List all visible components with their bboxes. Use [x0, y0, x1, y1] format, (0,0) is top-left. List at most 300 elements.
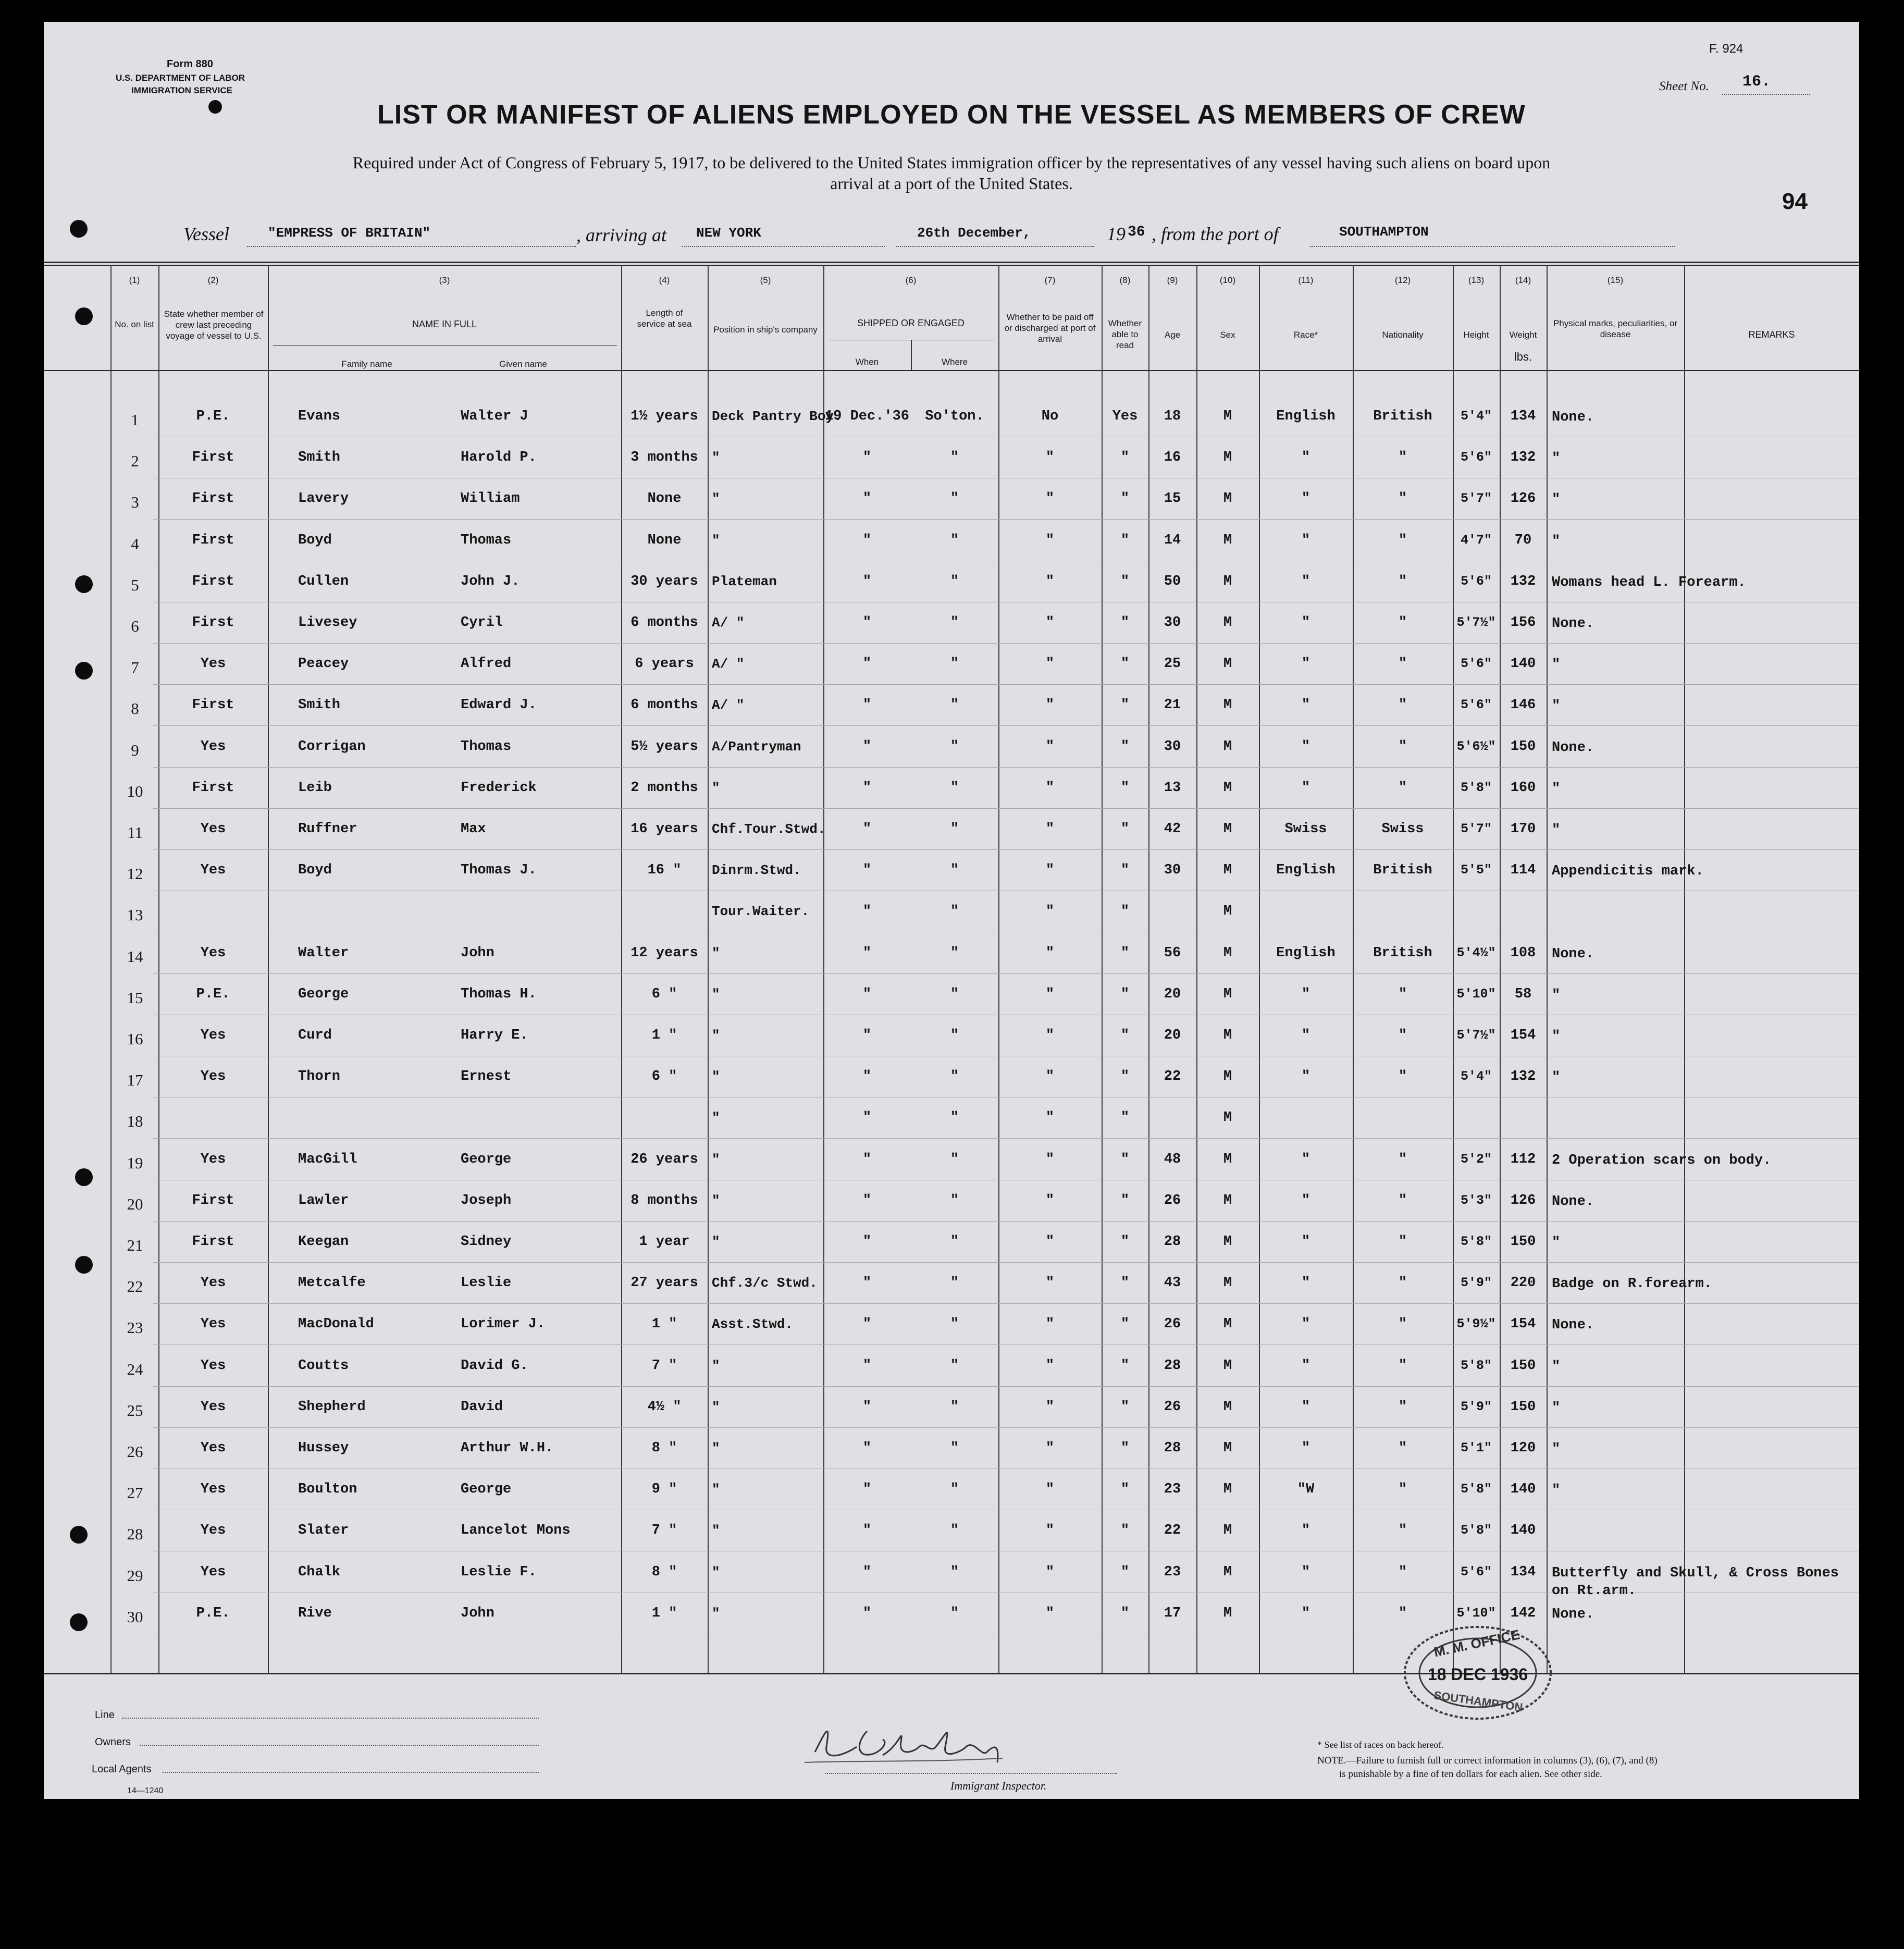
when-subheader: When [855, 357, 879, 367]
age: 30 [1164, 862, 1181, 878]
ship-position: " [712, 1523, 720, 1538]
nationality: " [1398, 986, 1407, 1002]
given-name: Ernest [461, 1069, 512, 1084]
ship-position: " [712, 1028, 720, 1043]
service-length: 8 " [651, 1564, 677, 1580]
table-row-1 [44, 399, 1859, 437]
row-number: 20 [127, 1195, 143, 1213]
shipped-when: " [862, 697, 872, 713]
nationality: " [1398, 1316, 1407, 1332]
shipped-where: " [950, 1275, 959, 1291]
race: " [1301, 615, 1310, 631]
weight: 156 [1510, 615, 1536, 631]
paid-off: " [1045, 1482, 1055, 1497]
race: English [1276, 945, 1336, 961]
sex: M [1223, 862, 1232, 878]
col-8-number: (8) [1119, 275, 1131, 285]
given-name: Leslie [461, 1275, 512, 1291]
nationality: " [1398, 697, 1407, 713]
age: 48 [1164, 1152, 1181, 1167]
previous-voyage: Yes [200, 862, 226, 878]
sex: M [1223, 1358, 1232, 1374]
vessel-label: Vessel [183, 224, 229, 244]
previous-voyage: Yes [200, 1358, 226, 1374]
age: 26 [1164, 1193, 1181, 1208]
shipped-when: " [862, 1069, 872, 1084]
age: 20 [1164, 1028, 1181, 1043]
shipped-where: " [950, 697, 959, 713]
race: " [1301, 1358, 1310, 1374]
weight: 108 [1510, 945, 1536, 961]
family-name: George [298, 986, 349, 1002]
nationality: " [1398, 1606, 1407, 1621]
race: " [1301, 986, 1310, 1002]
nationality: " [1398, 1152, 1407, 1167]
col-13-number: (13) [1468, 275, 1485, 285]
physical-marks: None. [1552, 1317, 1594, 1333]
paid-off: " [1045, 615, 1055, 631]
ship-position: A/ " [712, 656, 745, 672]
age: 22 [1164, 1523, 1181, 1538]
nationality: " [1398, 450, 1407, 465]
table-row-4 [44, 523, 1859, 561]
sex: M [1223, 574, 1232, 589]
nationality: " [1398, 1440, 1407, 1456]
col-9-header: Age [1164, 330, 1181, 340]
family-name-subheader: Family name [341, 359, 392, 369]
nationality: " [1398, 1523, 1407, 1538]
row-number: 17 [127, 1071, 143, 1089]
row-number: 24 [127, 1360, 143, 1378]
row-number: 6 [131, 617, 139, 635]
sex: M [1223, 1316, 1232, 1332]
family-name: Livesey [298, 615, 357, 631]
shipped-when: " [862, 1193, 872, 1208]
given-name-subheader: Given name [499, 359, 547, 369]
col-3-number: (3) [439, 275, 450, 285]
age: 26 [1164, 1399, 1181, 1415]
service-length: 6 years [635, 656, 694, 672]
height: 5'10" [1456, 986, 1496, 1002]
able-to-read: " [1120, 1482, 1130, 1497]
race: Swiss [1284, 821, 1327, 837]
table-row-17 [44, 1059, 1859, 1097]
service-length: 16 " [647, 862, 682, 878]
given-name: John [461, 945, 494, 961]
sex: M [1223, 491, 1232, 507]
height: 5'3" [1460, 1193, 1492, 1208]
able-to-read: " [1120, 1152, 1130, 1167]
service-length: 7 " [651, 1358, 677, 1374]
family-name: Cullen [298, 574, 349, 589]
weight: 150 [1510, 739, 1536, 755]
sex: M [1223, 1275, 1232, 1291]
row-number: 15 [127, 989, 143, 1007]
age: 18 [1164, 409, 1181, 424]
weight: 132 [1510, 450, 1536, 465]
service-length: 16 years [630, 821, 698, 837]
previous-voyage: Yes [200, 1316, 226, 1332]
col-10-header: Sex [1220, 330, 1235, 340]
able-to-read: Yes [1112, 409, 1138, 424]
age: 17 [1164, 1606, 1181, 1621]
race: " [1301, 1523, 1310, 1538]
shipped-when: " [862, 1482, 872, 1497]
ship-position: Chf.3/c Stwd. [712, 1275, 818, 1291]
sex: M [1223, 1523, 1232, 1538]
shipped-when: " [862, 986, 872, 1002]
shipped-where: " [950, 533, 959, 548]
table-row-11 [44, 812, 1859, 849]
height: 5'6" [1460, 450, 1492, 465]
sheet-number: 16. [1742, 73, 1771, 91]
height: 5'5" [1460, 862, 1492, 878]
given-name: Alfred [461, 656, 512, 672]
ship-position: " [712, 1564, 720, 1580]
table-row-5 [44, 564, 1859, 602]
row-number: 1 [131, 411, 139, 429]
age: 28 [1164, 1440, 1181, 1456]
able-to-read: " [1120, 1316, 1130, 1332]
nationality: " [1398, 1564, 1407, 1580]
col-2-number: (2) [207, 275, 219, 285]
race: " [1301, 1606, 1310, 1621]
able-to-read: " [1120, 574, 1130, 589]
previous-voyage: First [192, 1234, 234, 1250]
ship-position: " [712, 780, 720, 796]
previous-voyage: Yes [200, 1523, 226, 1538]
shipped-when: 19 Dec.'36 [824, 409, 910, 424]
service-length: 6 months [630, 615, 698, 631]
shipped-where: So'ton. [925, 409, 984, 424]
weight: 140 [1510, 656, 1536, 672]
ship-position: " [712, 491, 720, 507]
sex: M [1223, 1152, 1232, 1167]
physical-marks: " [1552, 698, 1561, 714]
shipped-when: " [862, 1028, 872, 1043]
physical-marks: 2 Operation scars on body. [1552, 1153, 1772, 1168]
age: 28 [1164, 1358, 1181, 1374]
sex: M [1223, 409, 1232, 424]
height: 5'6" [1460, 574, 1492, 589]
race: " [1301, 697, 1310, 713]
service-length: None [647, 491, 682, 507]
stamp-top-text: M. M. OFFICE [1432, 1626, 1522, 1660]
race: " [1301, 1028, 1310, 1043]
height: 5'6" [1460, 656, 1492, 671]
service-length: 1 " [651, 1316, 677, 1332]
table-row-20 [44, 1183, 1859, 1221]
sex: M [1223, 986, 1232, 1002]
able-to-read: " [1120, 1110, 1130, 1126]
given-name: Leslie F. [461, 1564, 537, 1580]
nationality: " [1398, 491, 1407, 507]
sex: M [1223, 697, 1232, 713]
col-1-header: No. on list [115, 319, 154, 329]
previous-voyage: P.E. [196, 986, 230, 1002]
row-number: 21 [127, 1236, 143, 1254]
col-11-number: (11) [1298, 275, 1314, 285]
shipped-where: " [950, 1028, 959, 1043]
ship-position: " [712, 986, 720, 1002]
physical-marks: None. [1552, 410, 1594, 425]
previous-voyage: Yes [200, 1275, 226, 1291]
shipped-when: " [862, 615, 872, 631]
given-name: Thomas J. [461, 862, 537, 878]
weight: 142 [1510, 1606, 1536, 1621]
col-6-header: SHIPPED OR ENGAGED [857, 318, 965, 328]
races-note: * See list of races on back hereof. [1317, 1740, 1444, 1750]
col-10-number: (10) [1219, 275, 1236, 285]
col-8-header: Whether able to read [1108, 318, 1142, 350]
height: 5'6½" [1456, 739, 1496, 754]
physical-marks: " [1552, 451, 1561, 466]
table-row-19 [44, 1142, 1859, 1180]
nationality: " [1398, 574, 1407, 589]
weight-unit-subheader: lbs. [1514, 350, 1532, 363]
service-length: 6 " [651, 1069, 677, 1084]
race: " [1301, 1440, 1310, 1456]
weight: 114 [1510, 862, 1536, 878]
shipped-when: " [862, 1110, 872, 1126]
paid-off: " [1045, 533, 1055, 548]
given-name: John J. [461, 574, 520, 589]
service-length: 30 years [630, 574, 698, 589]
paid-off: " [1045, 1275, 1055, 1291]
age: 42 [1164, 821, 1181, 837]
shipped-where: " [950, 780, 959, 796]
shipped-when: " [862, 780, 872, 796]
height: 5'4" [1460, 1069, 1492, 1084]
col-4-header: Length of service at sea [637, 308, 692, 329]
shipped-when: " [862, 1316, 872, 1332]
department-line: U.S. DEPARTMENT OF LABOR [116, 73, 245, 83]
row-number: 27 [127, 1484, 143, 1502]
table-top-rule [44, 262, 1859, 263]
shipped-where: " [950, 450, 959, 465]
race: " [1301, 1399, 1310, 1415]
nationality: " [1398, 1275, 1407, 1291]
row-number: 8 [131, 699, 139, 718]
col-12-header: Nationality [1382, 330, 1424, 340]
weight: 170 [1510, 821, 1536, 837]
where-subheader: Where [941, 357, 968, 367]
paid-off: " [1045, 904, 1055, 919]
row-number: 7 [131, 658, 139, 676]
ship-position: " [712, 1482, 720, 1497]
previous-voyage: Yes [200, 656, 226, 672]
weight: 58 [1514, 986, 1532, 1002]
given-name: Cyril [461, 615, 503, 631]
paid-off: " [1045, 1606, 1055, 1621]
given-name: Lorimer J. [461, 1316, 546, 1332]
year-prefix: 19 [1107, 224, 1126, 244]
height: 5'7" [1460, 821, 1492, 836]
previous-voyage: Yes [200, 821, 226, 837]
shipped-when: " [862, 821, 872, 837]
given-name: Harold P. [461, 450, 537, 465]
penalty-note-line-2: is punishable by a fine of ten dollars for each alien. See other side. [1339, 1769, 1602, 1780]
col-15-header: Physical marks, peculiarities, or disease [1553, 318, 1678, 339]
row-number: 25 [127, 1401, 143, 1420]
table-row-25 [44, 1390, 1859, 1427]
paid-off: " [1045, 697, 1055, 713]
shipped-when: " [862, 1234, 872, 1250]
physical-marks: None. [1552, 1194, 1594, 1210]
age: 20 [1164, 986, 1181, 1002]
age: 30 [1164, 739, 1181, 755]
service-length: 1 " [651, 1606, 677, 1621]
race: " [1301, 780, 1310, 796]
col-6-number: (6) [905, 275, 917, 285]
given-name: Harry E. [461, 1028, 528, 1043]
vessel-name: "EMPRESS OF BRITAIN" [268, 225, 431, 241]
punch-hole [75, 307, 93, 325]
table-row-23 [44, 1307, 1859, 1344]
row-number: 28 [127, 1525, 143, 1543]
punch-hole [70, 220, 88, 238]
height: 5'4½" [1456, 945, 1496, 960]
given-name: Edward J. [461, 697, 537, 713]
given-name: Joseph [461, 1193, 512, 1208]
family-name: Lawler [298, 1193, 349, 1208]
shipped-where: " [950, 1440, 959, 1456]
paid-off: " [1045, 1564, 1055, 1580]
able-to-read: " [1120, 1564, 1130, 1580]
table-row-30 [44, 1596, 1859, 1634]
physical-marks: Appendicitis mark. [1552, 864, 1704, 879]
previous-voyage: First [192, 491, 234, 507]
sheet-line [1722, 94, 1810, 95]
weight: 220 [1510, 1275, 1536, 1291]
age: 16 [1164, 450, 1181, 465]
row-number: 16 [127, 1030, 143, 1048]
remarks-header: REMARKS [1748, 329, 1795, 340]
physical-marks: Butterfly and Skull, & Cross Bones on Rt.arm. [1552, 1565, 1839, 1599]
row-number: 14 [127, 947, 143, 966]
shipped-when: " [862, 1152, 872, 1167]
paid-off: " [1045, 739, 1055, 755]
table-row-22 [44, 1266, 1859, 1303]
paid-off: " [1045, 1358, 1055, 1374]
sex: M [1223, 1399, 1232, 1415]
age: 15 [1164, 491, 1181, 507]
height: 5'8" [1460, 1234, 1492, 1249]
table-row-9 [44, 730, 1859, 767]
given-name: Thomas [461, 739, 512, 755]
weight: 154 [1510, 1316, 1536, 1332]
ship-position: " [712, 533, 720, 548]
race: " [1301, 533, 1310, 548]
col-12-number: (12) [1394, 275, 1411, 285]
table-row-6 [44, 606, 1859, 643]
shipped-when: " [862, 533, 872, 548]
sex: M [1223, 656, 1232, 672]
shipped-when: " [862, 1358, 872, 1374]
physical-marks: " [1552, 988, 1561, 1003]
sex: M [1223, 1482, 1232, 1497]
family-name: Metcalfe [298, 1275, 366, 1291]
height: 5'6" [1460, 1564, 1492, 1580]
table-row-13 [44, 894, 1859, 932]
height: 5'8" [1460, 1358, 1492, 1373]
family-name: Chalk [298, 1564, 341, 1580]
inspector-label: Immigrant Inspector. [950, 1779, 1047, 1792]
family-name: Ruffner [298, 821, 357, 837]
physical-marks: " [1552, 822, 1561, 838]
nationality: " [1398, 615, 1407, 631]
arriving-label: , arriving at [576, 225, 667, 245]
physical-marks: " [1552, 1029, 1561, 1044]
row-number: 23 [127, 1318, 143, 1337]
shipped-when: " [862, 450, 872, 465]
nationality: " [1398, 656, 1407, 672]
service-length: 9 " [651, 1482, 677, 1497]
age: 25 [1164, 656, 1181, 672]
height: 5'8" [1460, 780, 1492, 795]
local-agents-label: Local Agents [92, 1763, 152, 1775]
family-name: MacDonald [298, 1316, 374, 1332]
weight: 140 [1510, 1482, 1536, 1497]
race: " [1301, 1275, 1310, 1291]
height: 5'9" [1460, 1275, 1492, 1290]
table-row-3 [44, 482, 1859, 519]
sex: M [1223, 450, 1232, 465]
col-5-number: (5) [760, 275, 771, 285]
paid-off: " [1045, 1069, 1055, 1084]
row-number: 10 [127, 782, 143, 800]
weight: 70 [1514, 533, 1532, 548]
age: 28 [1164, 1234, 1181, 1250]
previous-voyage: Yes [200, 1069, 226, 1084]
shipped-when: " [862, 656, 872, 672]
race: " [1301, 1193, 1310, 1208]
col-13-header: Height [1463, 330, 1489, 340]
family-name: Boyd [298, 862, 332, 878]
given-name: David G. [461, 1358, 528, 1374]
weight: 154 [1510, 1028, 1536, 1043]
physical-marks: " [1552, 1359, 1561, 1375]
table-row-18 [44, 1101, 1859, 1138]
shipped-when: " [862, 1440, 872, 1456]
table-row-8 [44, 688, 1859, 725]
table-row-28 [44, 1513, 1859, 1551]
service-length: 4½ " [647, 1399, 682, 1415]
weight: 112 [1510, 1152, 1536, 1167]
table-bottom-rule [44, 1673, 1859, 1674]
physical-marks: " [1552, 1483, 1561, 1498]
nationality: " [1398, 1193, 1407, 1208]
ship-position: " [712, 450, 720, 465]
col-1-number: (1) [129, 275, 140, 285]
paid-off: " [1045, 450, 1055, 465]
previous-voyage: P.E. [196, 409, 230, 424]
weight: 134 [1510, 1564, 1536, 1580]
paid-off: " [1045, 821, 1055, 837]
row-number: 5 [131, 576, 139, 594]
ship-position: Dinrm.Stwd. [712, 862, 801, 878]
col-5-header: Position in ship's company [713, 325, 818, 335]
nationality: Swiss [1381, 821, 1424, 837]
family-name: Peacey [298, 656, 349, 672]
shipped-where: " [950, 1606, 959, 1621]
stamp-date: 18 DEC 1936 [1427, 1665, 1528, 1684]
ship-position: Deck Pantry Boy. [712, 409, 842, 424]
given-name: Sidney [461, 1234, 512, 1250]
family-name: Leib [298, 780, 332, 796]
row-number: 26 [127, 1442, 143, 1461]
service-length: 12 years [630, 945, 698, 961]
